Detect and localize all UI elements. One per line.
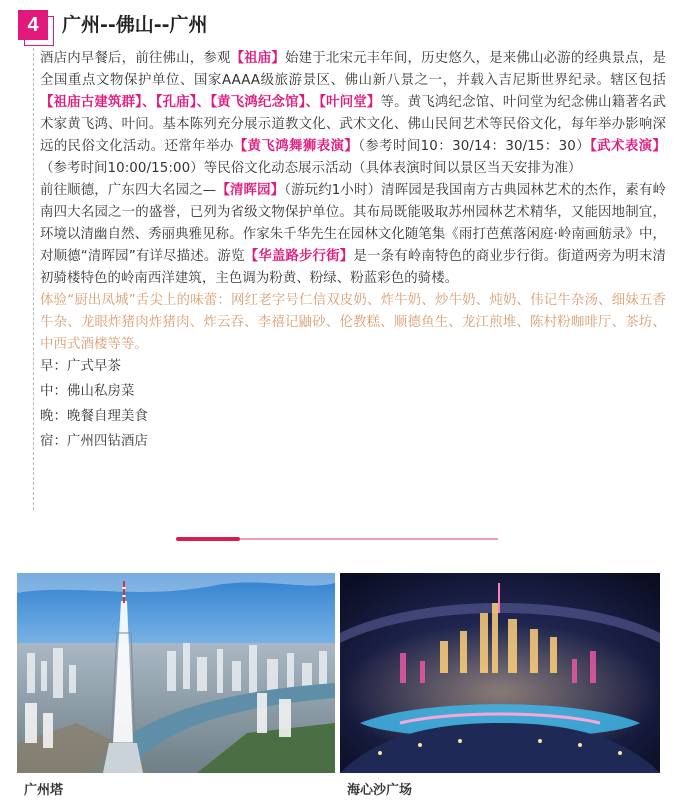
day-number-badge: 4 [18, 10, 48, 40]
canton-tower-photo [17, 573, 335, 773]
meal-lunch: 中：佛山私房菜 [40, 384, 135, 399]
food-experience-text: 体验“厨出凤城”舌尖上的味蕾：网红老字号仁信双皮奶、炸牛奶、炒牛奶、炖奶、伟记牛杂汤、细妹五香牛杂、龙眼炸猪肉炸猪肉、炸云吞、李禧记鼬砂、伦教糕、顺德鱼生、龙江煎堆、陈村粉咖啡厅、茶坊、中西式酒楼等等。 [40, 293, 666, 352]
paragraph-text: （游玩约1小时）清晖园是我国南方古典园林艺术的杰作，素有岭南四大名园之一的盛誉，已列为省级文物保护单位。其布局既能吸取苏州园林艺术精华，又能因地制宜，环境以清幽自然、秀丽典雅见称。作家朱千华先生在园林文化随笔集《雨打芭蕉落闲庭·岭南画舫录》中，对顺德“清晖园”有详尽描述。游览 [40, 183, 667, 264]
section-divider-accent [176, 537, 240, 541]
timeline-dashed-line [33, 48, 34, 510]
meal-breakfast: 早：广式早茶 [40, 359, 121, 374]
highlight-attraction: 【武术表演】 [590, 139, 667, 154]
hotel-stay: 宿：广州四钻酒店 [40, 434, 148, 449]
highlight-attraction: 【华盖路步行街】 [244, 249, 354, 264]
day-title: 广州--佛山--广州 [62, 14, 208, 36]
highlight-attraction: 【祖庙】 [230, 51, 286, 66]
caption-canton-tower: 广州塔 [24, 783, 64, 798]
paragraph-foshan [40, 48, 666, 180]
paragraph-text: （参考时间10:00/15:00）等民俗文化动态展示活动（具体表演时间以景区当天安排为准） [40, 161, 582, 176]
highlight-attraction: 【祖庙古建筑群】、【孔庙】、【黄飞鸿纪念馆】、【叶问堂】 [40, 95, 381, 110]
highlight-attraction: 【清晖园】 [216, 183, 285, 198]
itinerary-content [40, 48, 666, 453]
paragraph-text: 是一条有岭南特色的商业步行街。街道两旁为明末清初骑楼特色的岭南西洋建筑，主色调为粉黄、粉绿、粉蓝彩色的骑楼。 [40, 249, 666, 286]
caption-haixinsha: 海心沙广场 [347, 783, 413, 798]
day-header [18, 10, 658, 40]
meal-dinner: 晚：晚餐自理美食 [40, 409, 148, 424]
haixinsha-photo [340, 573, 660, 773]
paragraph-text: 始建于北宋元丰年间，历史悠久，是来佛山必游的经典景点，是全国重点文物保护单位、国家AAAA级旅游景区、佛山新八景之一，并载入吉尼斯世界纪录。辖区包括 [40, 51, 666, 88]
paragraph-text: 等。黄飞鸿纪念馆、叶问堂为纪念佛山籍著名武术家黄飞鸿、叶问。基本陈列充分展示道教文化、武术文化、佛山民间艺术等民俗文化，每年举办影响深远的民俗文化活动。还常年举办 [40, 95, 666, 154]
paragraph-text: （参考时间10：30/14：30/15：30） [358, 139, 591, 154]
paragraph-shunde [40, 180, 666, 290]
highlight-attraction: 【黄飞鸿舞狮表演】 [233, 139, 359, 154]
paragraph-text: 酒店内早餐后，前往佛山，参观 [40, 51, 231, 66]
paragraph-text: 前往顺德，广东四大名园之— [40, 183, 217, 198]
